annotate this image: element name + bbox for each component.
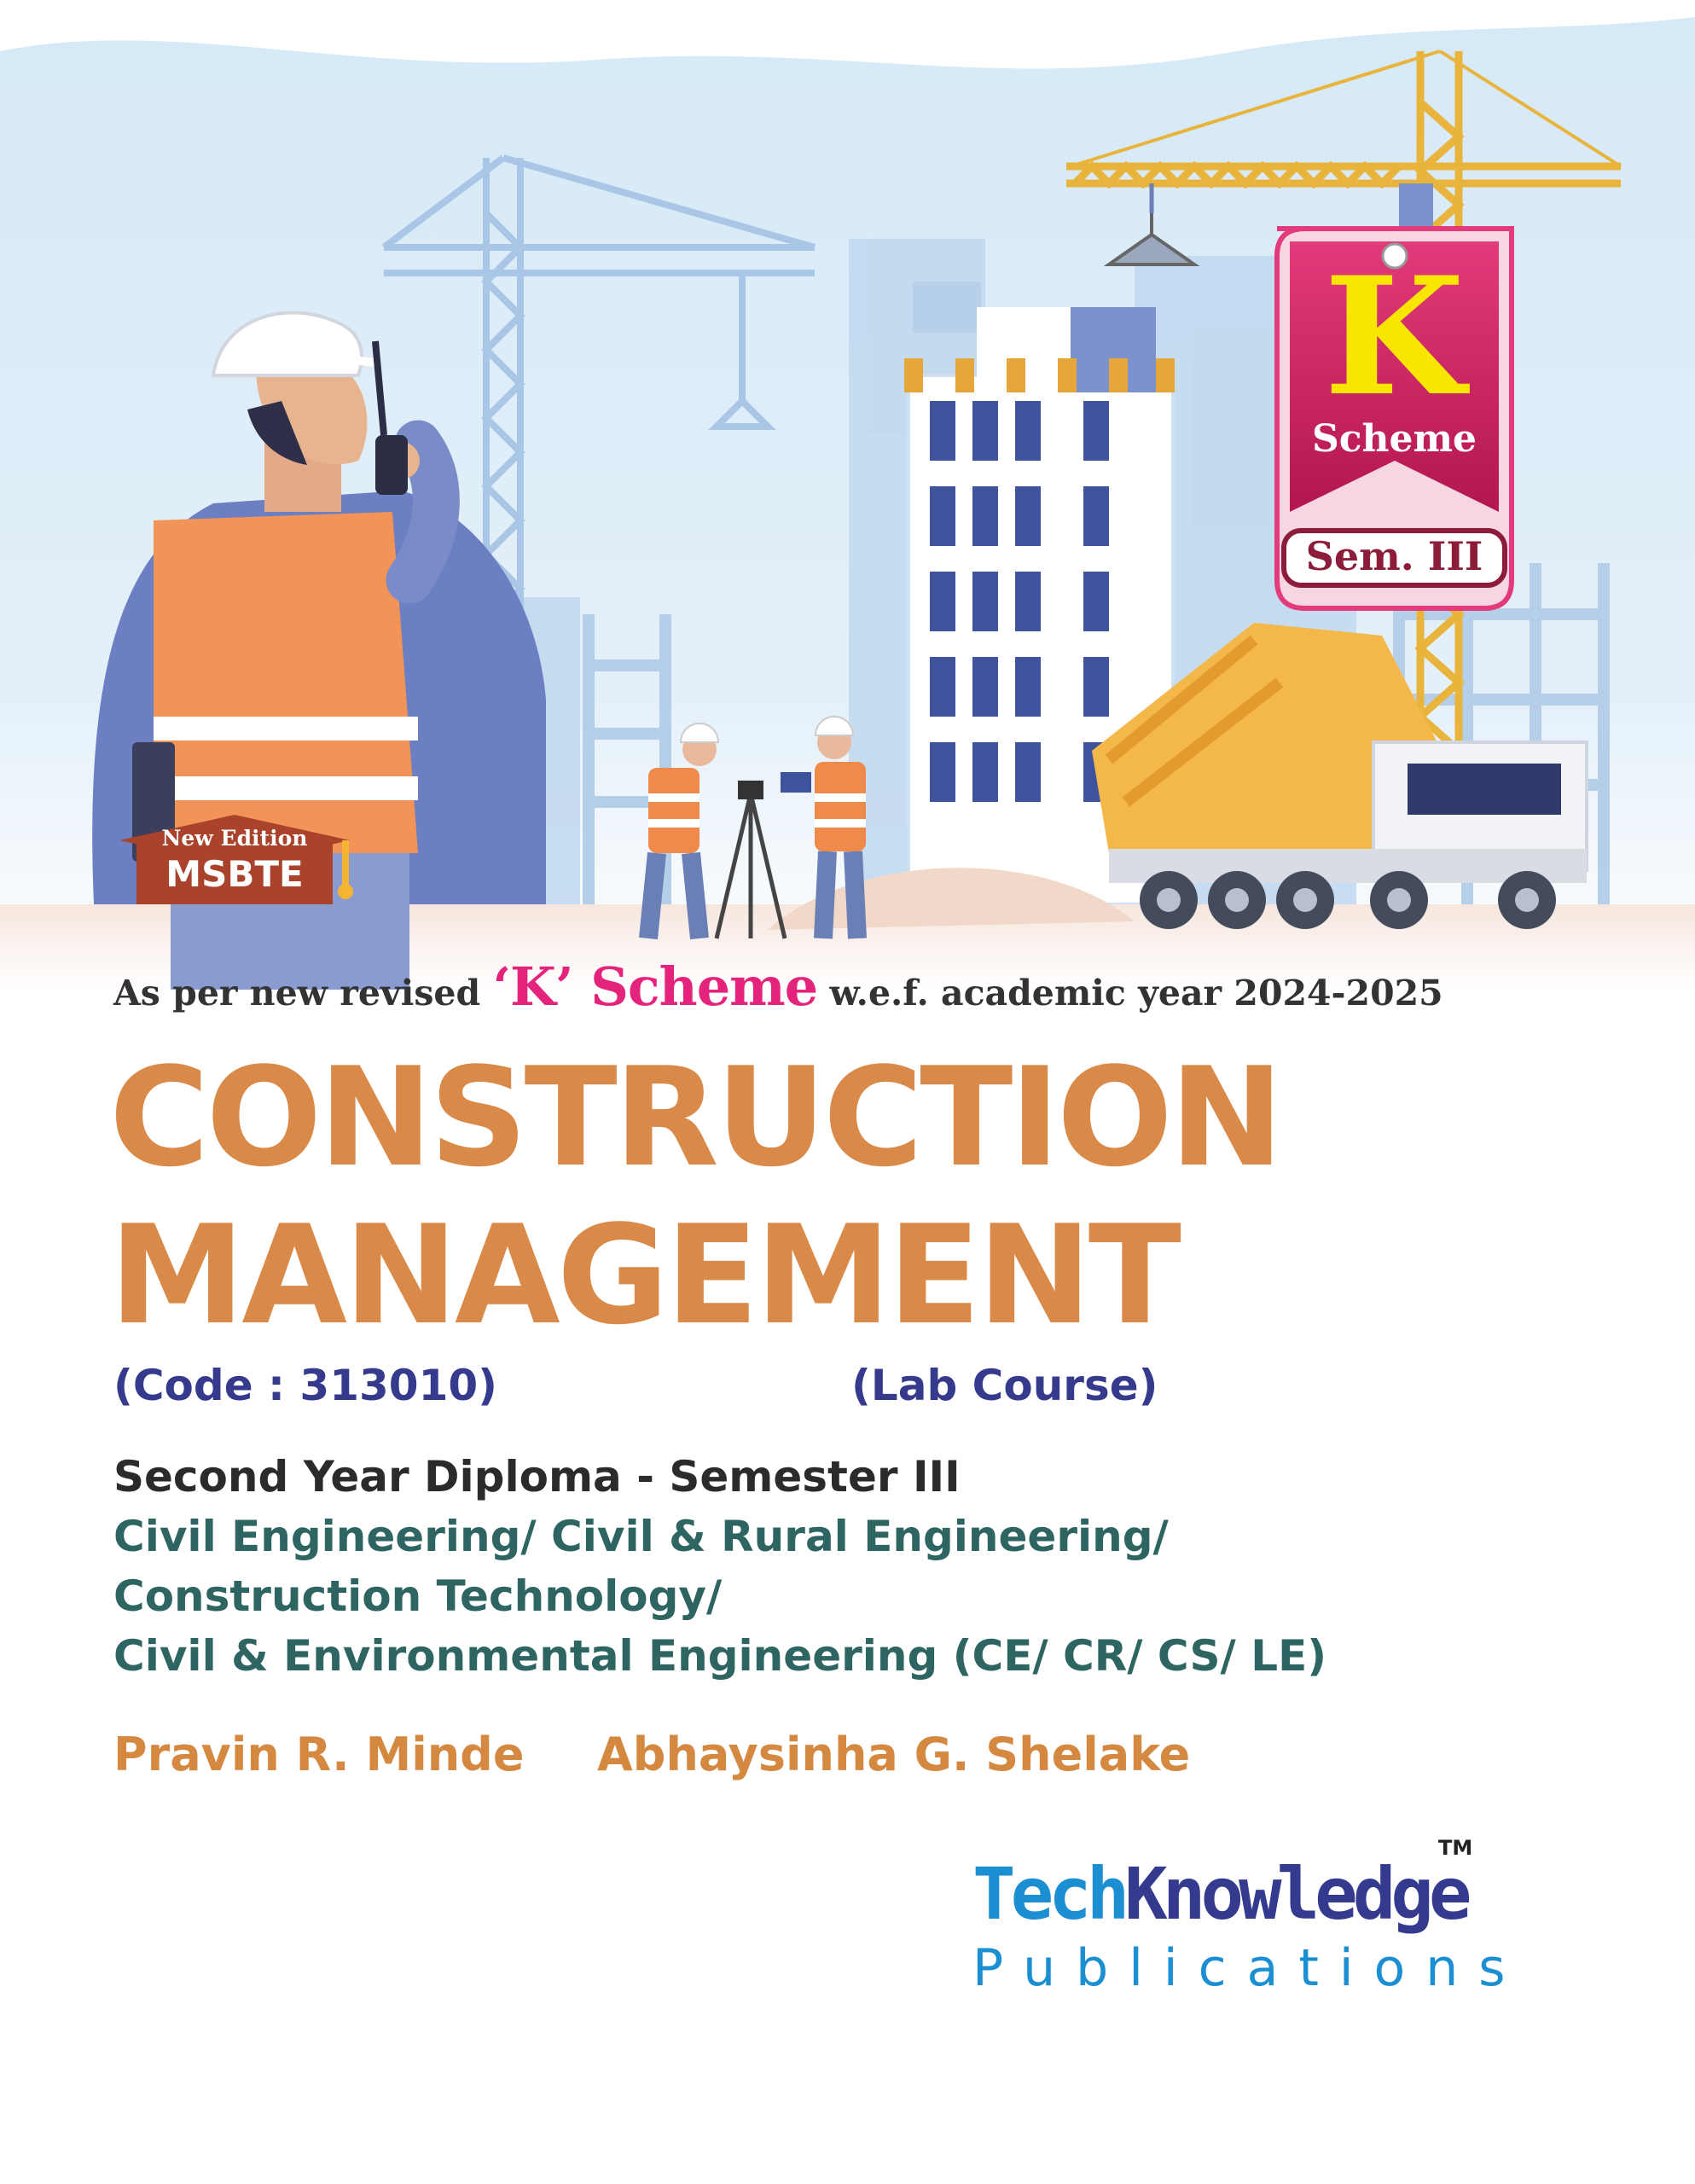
branch-line: Construction Technology/ — [113, 1571, 723, 1621]
scheme-letter: K — [1323, 241, 1466, 432]
scheme-label: Scheme — [1311, 417, 1477, 461]
author-name: Abhaysinha G. Shelake — [597, 1728, 1191, 1781]
course-code: (Code : 313010) — [113, 1361, 497, 1410]
badge-board: MSBTE — [165, 853, 304, 895]
branch-line: Civil & Environmental Engineering (CE/ CR/ CS/ LE) — [113, 1631, 1327, 1681]
semester-label: Sem. III — [1305, 533, 1483, 579]
branch-line: Civil Engineering/ Civil & Rural Engineering/ — [113, 1512, 1169, 1561]
badge-edition: New Edition — [161, 826, 308, 851]
publisher-name-part2: Knowledge — [1124, 1852, 1467, 1936]
scheme-tagline — [113, 956, 1606, 1018]
tagline-highlight: ‘K’ Scheme — [492, 956, 818, 1018]
tagline-prefix: As per new revised — [113, 973, 481, 1014]
publisher-subtitle: Publications — [972, 1938, 1526, 1998]
course-type: (Lab Course) — [851, 1361, 1158, 1410]
author-name: Pravin R. Minde — [113, 1728, 525, 1781]
trademark-mark: TM — [1438, 1836, 1473, 1860]
publisher-logo — [972, 1851, 1466, 1937]
book-title-line-1: CONSTRUCTION — [109, 1037, 1280, 1197]
tagline-suffix: w.e.f. academic year 2024-2025 — [829, 973, 1443, 1014]
book-title-line-2: MANAGEMENT — [109, 1195, 1178, 1355]
year-semester-line: Second Year Diploma - Semester III — [113, 1452, 961, 1502]
publisher-name-part1: Tech — [972, 1852, 1125, 1936]
crane-cabin — [1399, 183, 1433, 226]
